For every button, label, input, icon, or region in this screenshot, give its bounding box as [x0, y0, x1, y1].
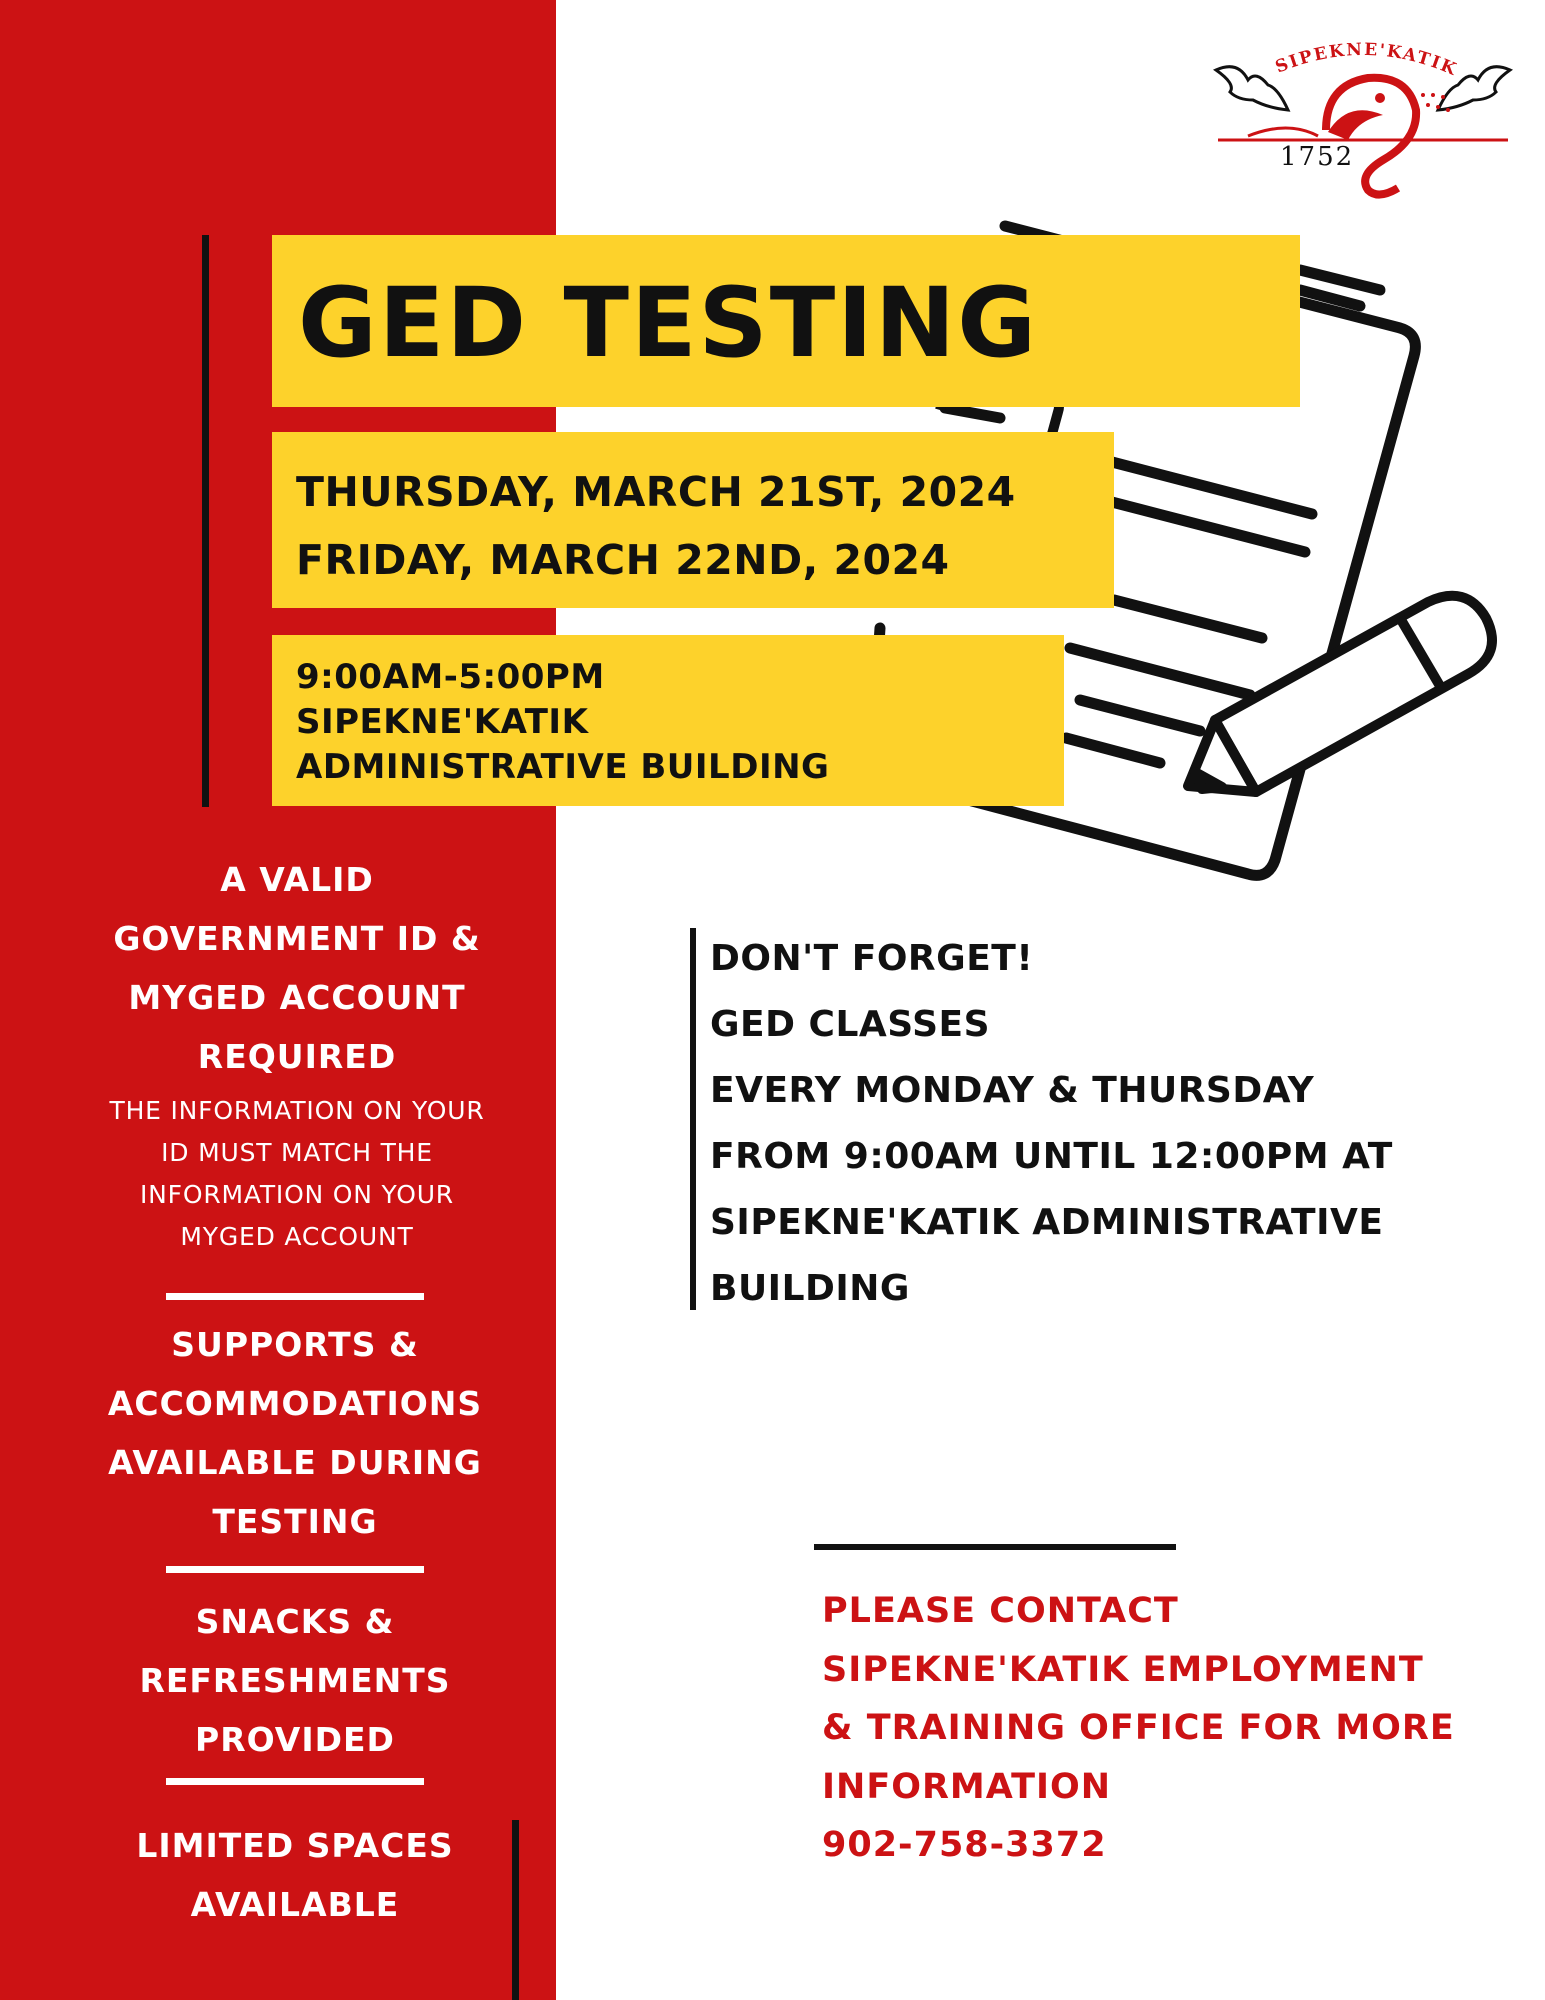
- contact-line: SIPEKNE'KATIK EMPLOYMENT: [822, 1649, 1424, 1690]
- class-reminder: [710, 926, 1470, 1322]
- supports-line: AVAILABLE DURING: [108, 1443, 482, 1482]
- location-line: ADMINISTRATIVE BUILDING: [296, 747, 830, 787]
- limited-section: [40, 1816, 550, 1934]
- requirement-heading: MYGED ACCOUNT: [128, 978, 466, 1017]
- limited-line: AVAILABLE: [190, 1885, 400, 1924]
- reminder-accent-bar: [690, 928, 696, 1310]
- snacks-line: REFRESHMENTS: [139, 1661, 451, 1700]
- divider: [166, 1778, 424, 1785]
- svg-text:SIPEKNE'KATIK: SIPEKNE'KATIK: [1272, 40, 1461, 81]
- contact-divider: [814, 1544, 1176, 1550]
- phone-number[interactable]: 902-758-3372: [822, 1825, 1107, 1865]
- snacks-line: PROVIDED: [195, 1720, 395, 1759]
- title-accent-bar: [202, 235, 209, 807]
- requirement-note: INFORMATION ON YOUR: [140, 1180, 454, 1209]
- supports-line: TESTING: [212, 1502, 378, 1541]
- date-line: FRIDAY, MARCH 22ND, 2024: [296, 536, 950, 584]
- reminder-line: FROM 9:00AM UNTIL 12:00PM AT: [710, 1136, 1393, 1177]
- reminder-line: GED CLASSES: [710, 1004, 991, 1045]
- divider: [166, 1293, 424, 1300]
- contact-info: [822, 1582, 1522, 1875]
- limited-line: LIMITED SPACES: [136, 1826, 454, 1865]
- requirement-heading: REQUIRED: [197, 1037, 397, 1076]
- date-line: THURSDAY, MARCH 21ST, 2024: [296, 468, 1016, 516]
- divider: [166, 1566, 424, 1573]
- location-line: SIPEKNE'KATIK: [296, 702, 589, 742]
- reminder-line: DON'T FORGET!: [710, 938, 1034, 979]
- snacks-line: SNACKS &: [195, 1602, 395, 1641]
- supports-line: ACCOMMODATIONS: [107, 1384, 483, 1423]
- supports-section: [40, 1315, 550, 1551]
- contact-line: & TRAINING OFFICE FOR MORE: [822, 1708, 1455, 1748]
- requirement-note: THE INFORMATION ON YOUR: [109, 1096, 485, 1125]
- reminder-line: EVERY MONDAY & THURSDAY: [710, 1070, 1315, 1111]
- requirement-section: [42, 850, 552, 1258]
- snacks-section: [40, 1592, 550, 1769]
- contact-line: PLEASE CONTACT: [822, 1591, 1179, 1631]
- time-line: 9:00AM-5:00PM: [296, 657, 605, 697]
- dates-banner: [272, 432, 1114, 608]
- requirement-note: MYGED ACCOUNT: [180, 1222, 414, 1251]
- requirement-note: ID MUST MATCH THE: [161, 1138, 433, 1167]
- salmon-logo-icon: [1208, 40, 1518, 200]
- requirement-heading: GOVERNMENT ID &: [113, 919, 481, 958]
- page-title: GED TESTING: [298, 267, 1039, 379]
- reminder-line: BUILDING: [710, 1268, 910, 1309]
- requirement-heading: A VALID: [220, 860, 374, 899]
- contact-line: INFORMATION: [822, 1766, 1112, 1807]
- reminder-line: SIPEKNE'KATIK ADMINISTRATIVE: [710, 1202, 1384, 1243]
- time-location-banner: [272, 635, 1064, 806]
- svg-text:1752: 1752: [1280, 142, 1355, 172]
- supports-line: SUPPORTS &: [171, 1325, 419, 1364]
- title-banner: [272, 235, 1300, 407]
